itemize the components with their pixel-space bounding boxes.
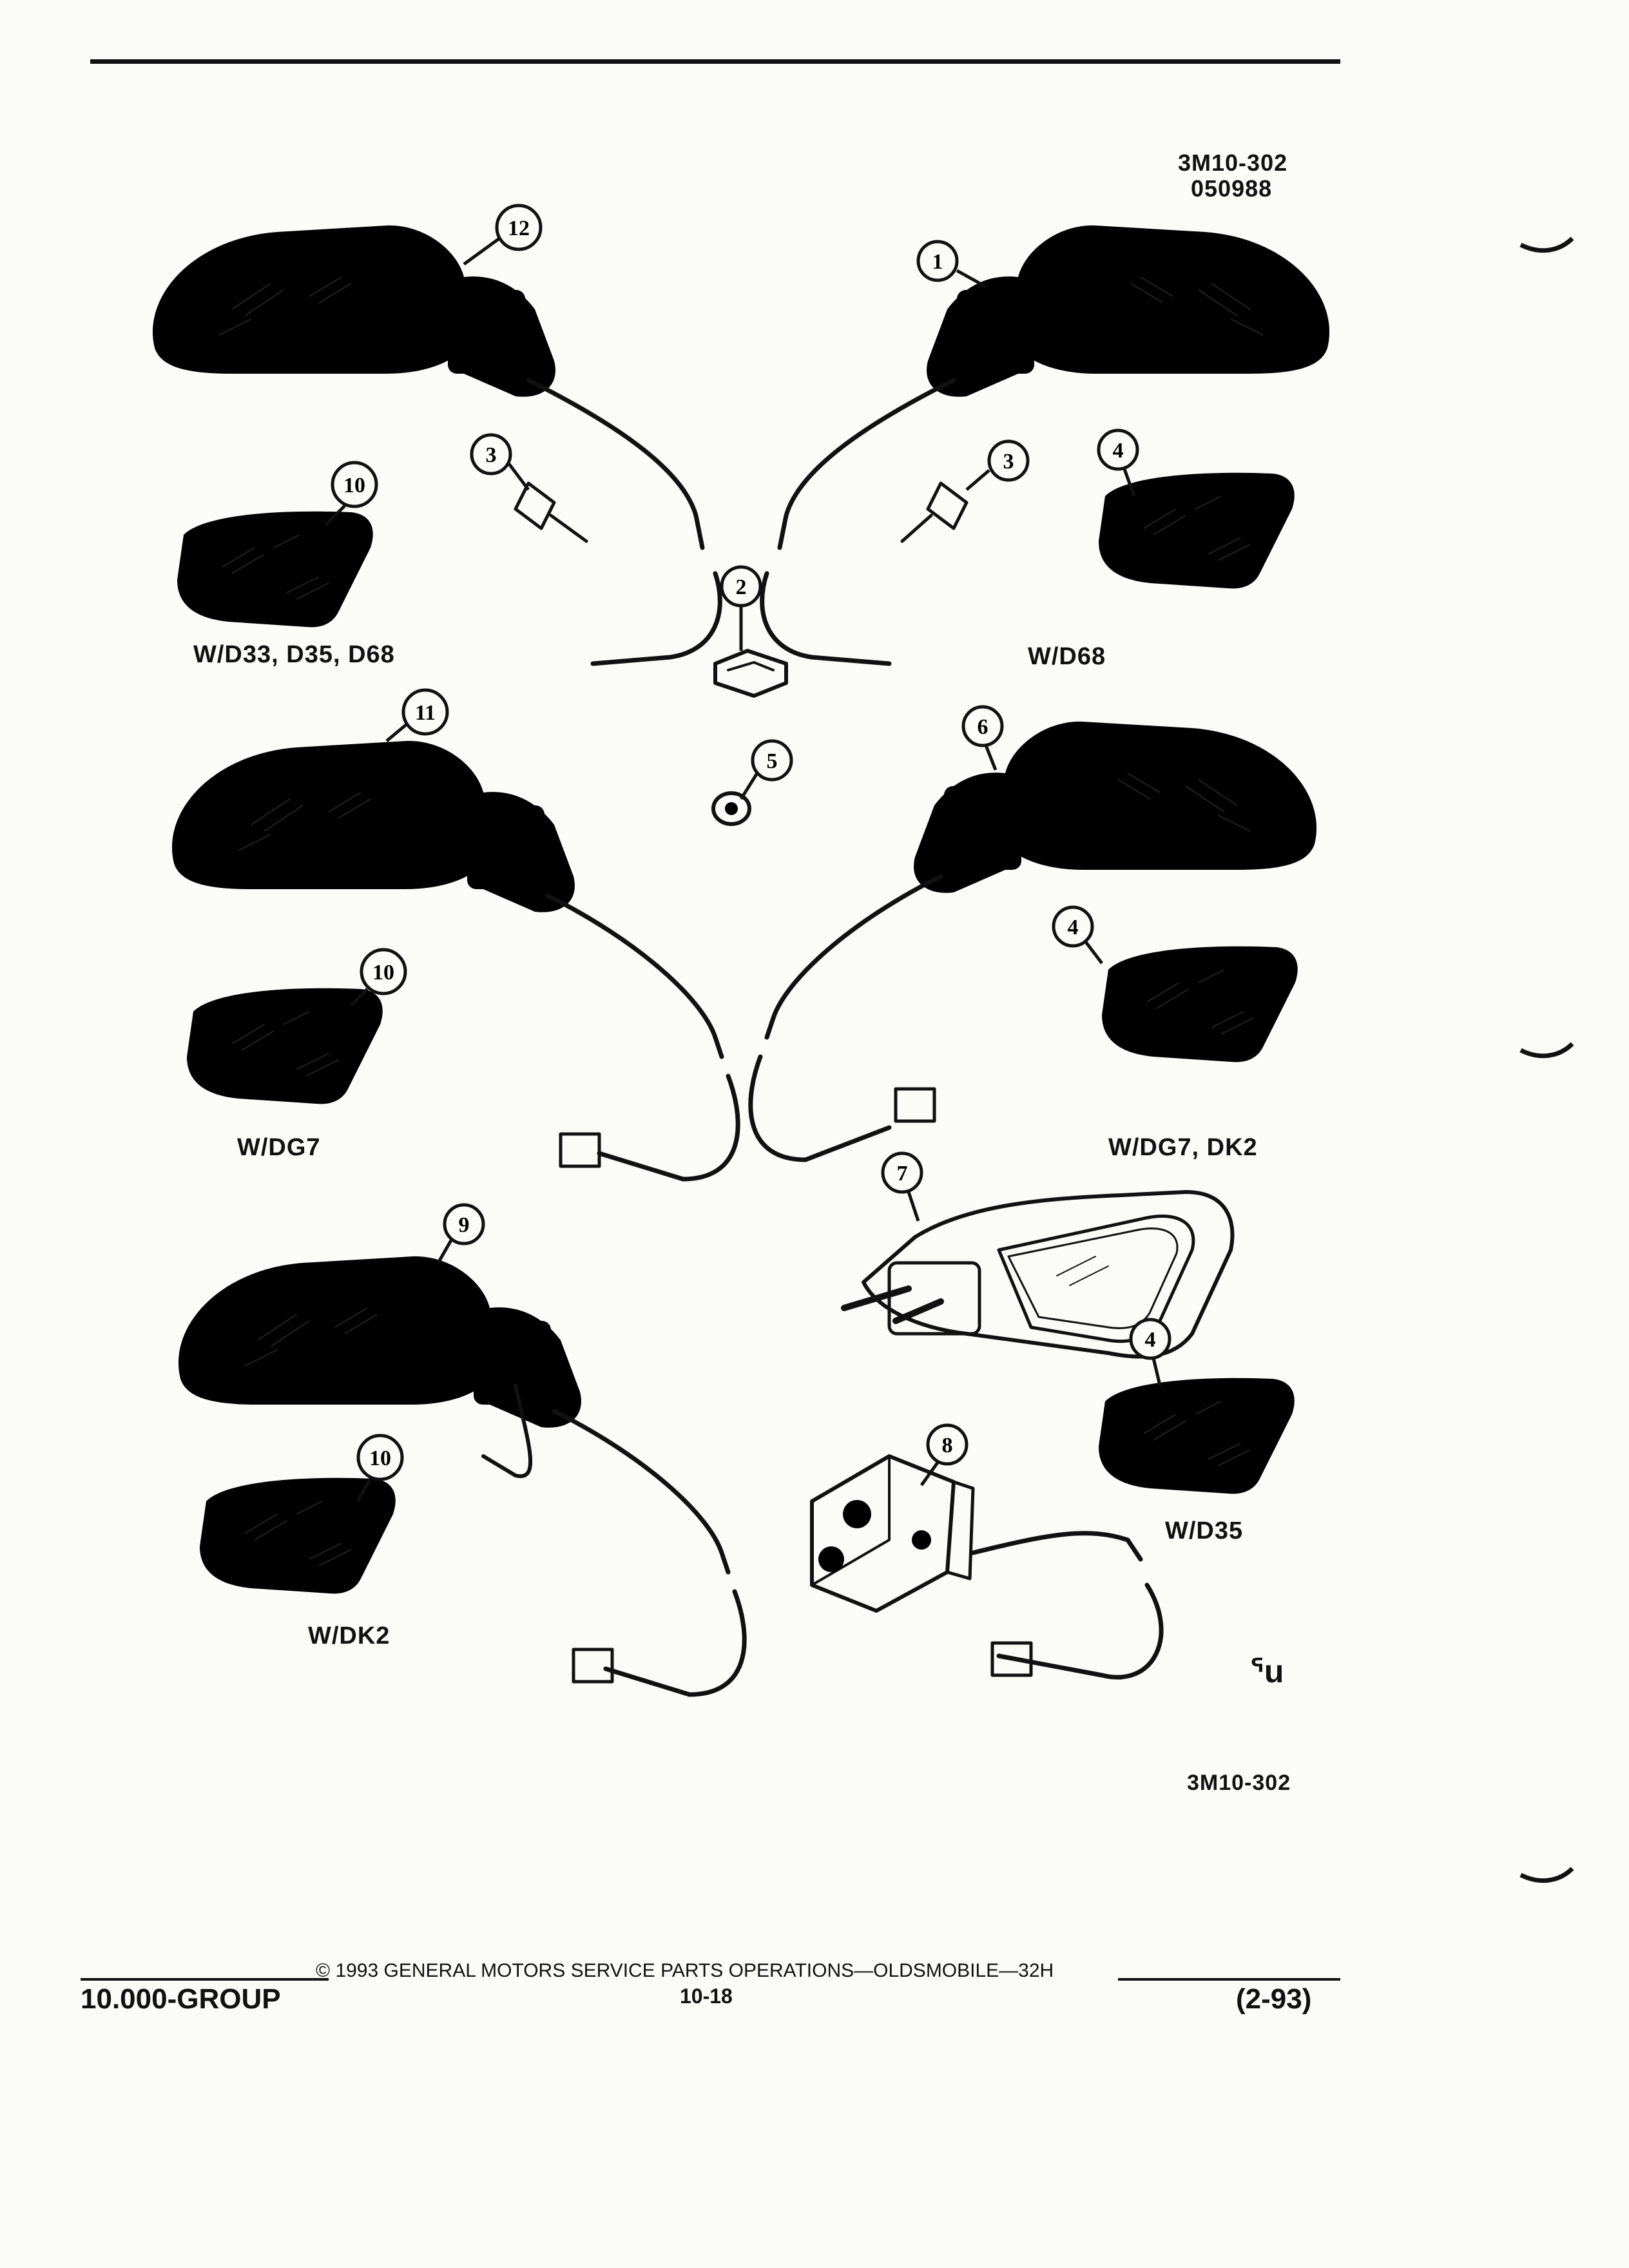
footer-copyright: © 1993 GENERAL MOTORS SERVICE PARTS OPERATIONS—OLDSMOBILE—32H <box>316 1960 1054 1981</box>
svg-text:8: 8 <box>941 1434 953 1457</box>
svg-text:10: 10 <box>372 961 394 985</box>
callout-4-upper <box>1099 430 1137 496</box>
svg-text:4: 4 <box>1144 1328 1156 1352</box>
callout-3-right <box>967 441 1028 490</box>
svg-text:6: 6 <box>977 715 988 739</box>
mirror-assembly-11 <box>172 741 738 1179</box>
glass-10-middle <box>187 988 383 1104</box>
svg-text:3: 3 <box>1003 450 1014 474</box>
svg-text:10: 10 <box>343 474 365 497</box>
svg-text:2: 2 <box>735 575 747 599</box>
mirror-assembly-9 <box>178 1256 744 1695</box>
svg-text:11: 11 <box>414 701 436 725</box>
callout-4-middle <box>1054 907 1102 963</box>
binding-mark <box>1521 1044 1572 1056</box>
svg-text:4: 4 <box>1067 916 1079 939</box>
option-label-middle-right: W/DG7, DK2 <box>1108 1134 1258 1161</box>
mirror-assembly-7 <box>844 1192 1232 1357</box>
actuator-8 <box>812 1456 1161 1677</box>
footer-rule-left <box>81 1978 329 1981</box>
callout-4-lower <box>1131 1320 1170 1385</box>
figure-code-top: 3M10-302 <box>1178 149 1288 176</box>
svg-text:5: 5 <box>766 749 778 773</box>
svg-text:10: 10 <box>369 1446 391 1470</box>
mirror-assembly-6 <box>751 722 1316 1160</box>
svg-text:12: 12 <box>508 216 530 240</box>
mirror-assembly-1 <box>762 226 1329 664</box>
connector-3-right <box>902 483 967 541</box>
glass-4-middle <box>1102 947 1298 1062</box>
footer-rule-right <box>1118 1978 1340 1981</box>
callout-2 <box>722 567 760 651</box>
glass-10-lower <box>200 1478 396 1594</box>
svg-text:4: 4 <box>1112 439 1124 463</box>
figure-date-code: 050988 <box>1191 175 1273 202</box>
svg-text:9: 9 <box>458 1213 470 1237</box>
callout-10-middle <box>351 950 405 1005</box>
callout-3-left <box>472 435 528 490</box>
footer-group: 10.000-GROUP <box>81 1983 281 2015</box>
option-label-upper-left: W/D33, D35, D68 <box>193 641 395 668</box>
footer-page-number: 10-18 <box>680 1984 733 2008</box>
callout-11 <box>387 690 447 741</box>
binding-mark <box>1521 1869 1572 1881</box>
glass-4-lower <box>1099 1378 1295 1494</box>
option-label-upper-right: W/D68 <box>1028 643 1106 670</box>
footer-date: (2-93) <box>1236 1983 1312 2015</box>
callout-1 <box>918 242 986 287</box>
callout-12 <box>464 206 541 264</box>
option-label-lower-right: W/D35 <box>1165 1517 1244 1544</box>
svg-text:7: 7 <box>896 1162 908 1186</box>
revision-mark: ᕐu <box>1250 1653 1285 1689</box>
glass-4-upper <box>1099 473 1295 589</box>
svg-text:1: 1 <box>932 250 943 274</box>
glass-10-upper <box>177 512 373 628</box>
option-label-middle-left: W/DG7 <box>237 1134 321 1161</box>
callout-9 <box>438 1205 483 1263</box>
svg-text:3: 3 <box>485 443 497 467</box>
clip-2 <box>715 651 786 696</box>
callout-5 <box>741 741 791 799</box>
binding-mark <box>1521 238 1572 251</box>
connector-3-left <box>516 483 586 541</box>
figure-code-bottom: 3M10-302 <box>1187 1771 1291 1795</box>
callout-6 <box>963 707 1002 770</box>
nut-5 <box>713 793 749 824</box>
option-label-lower-left: W/DK2 <box>308 1622 390 1649</box>
callout-7 <box>883 1153 921 1221</box>
